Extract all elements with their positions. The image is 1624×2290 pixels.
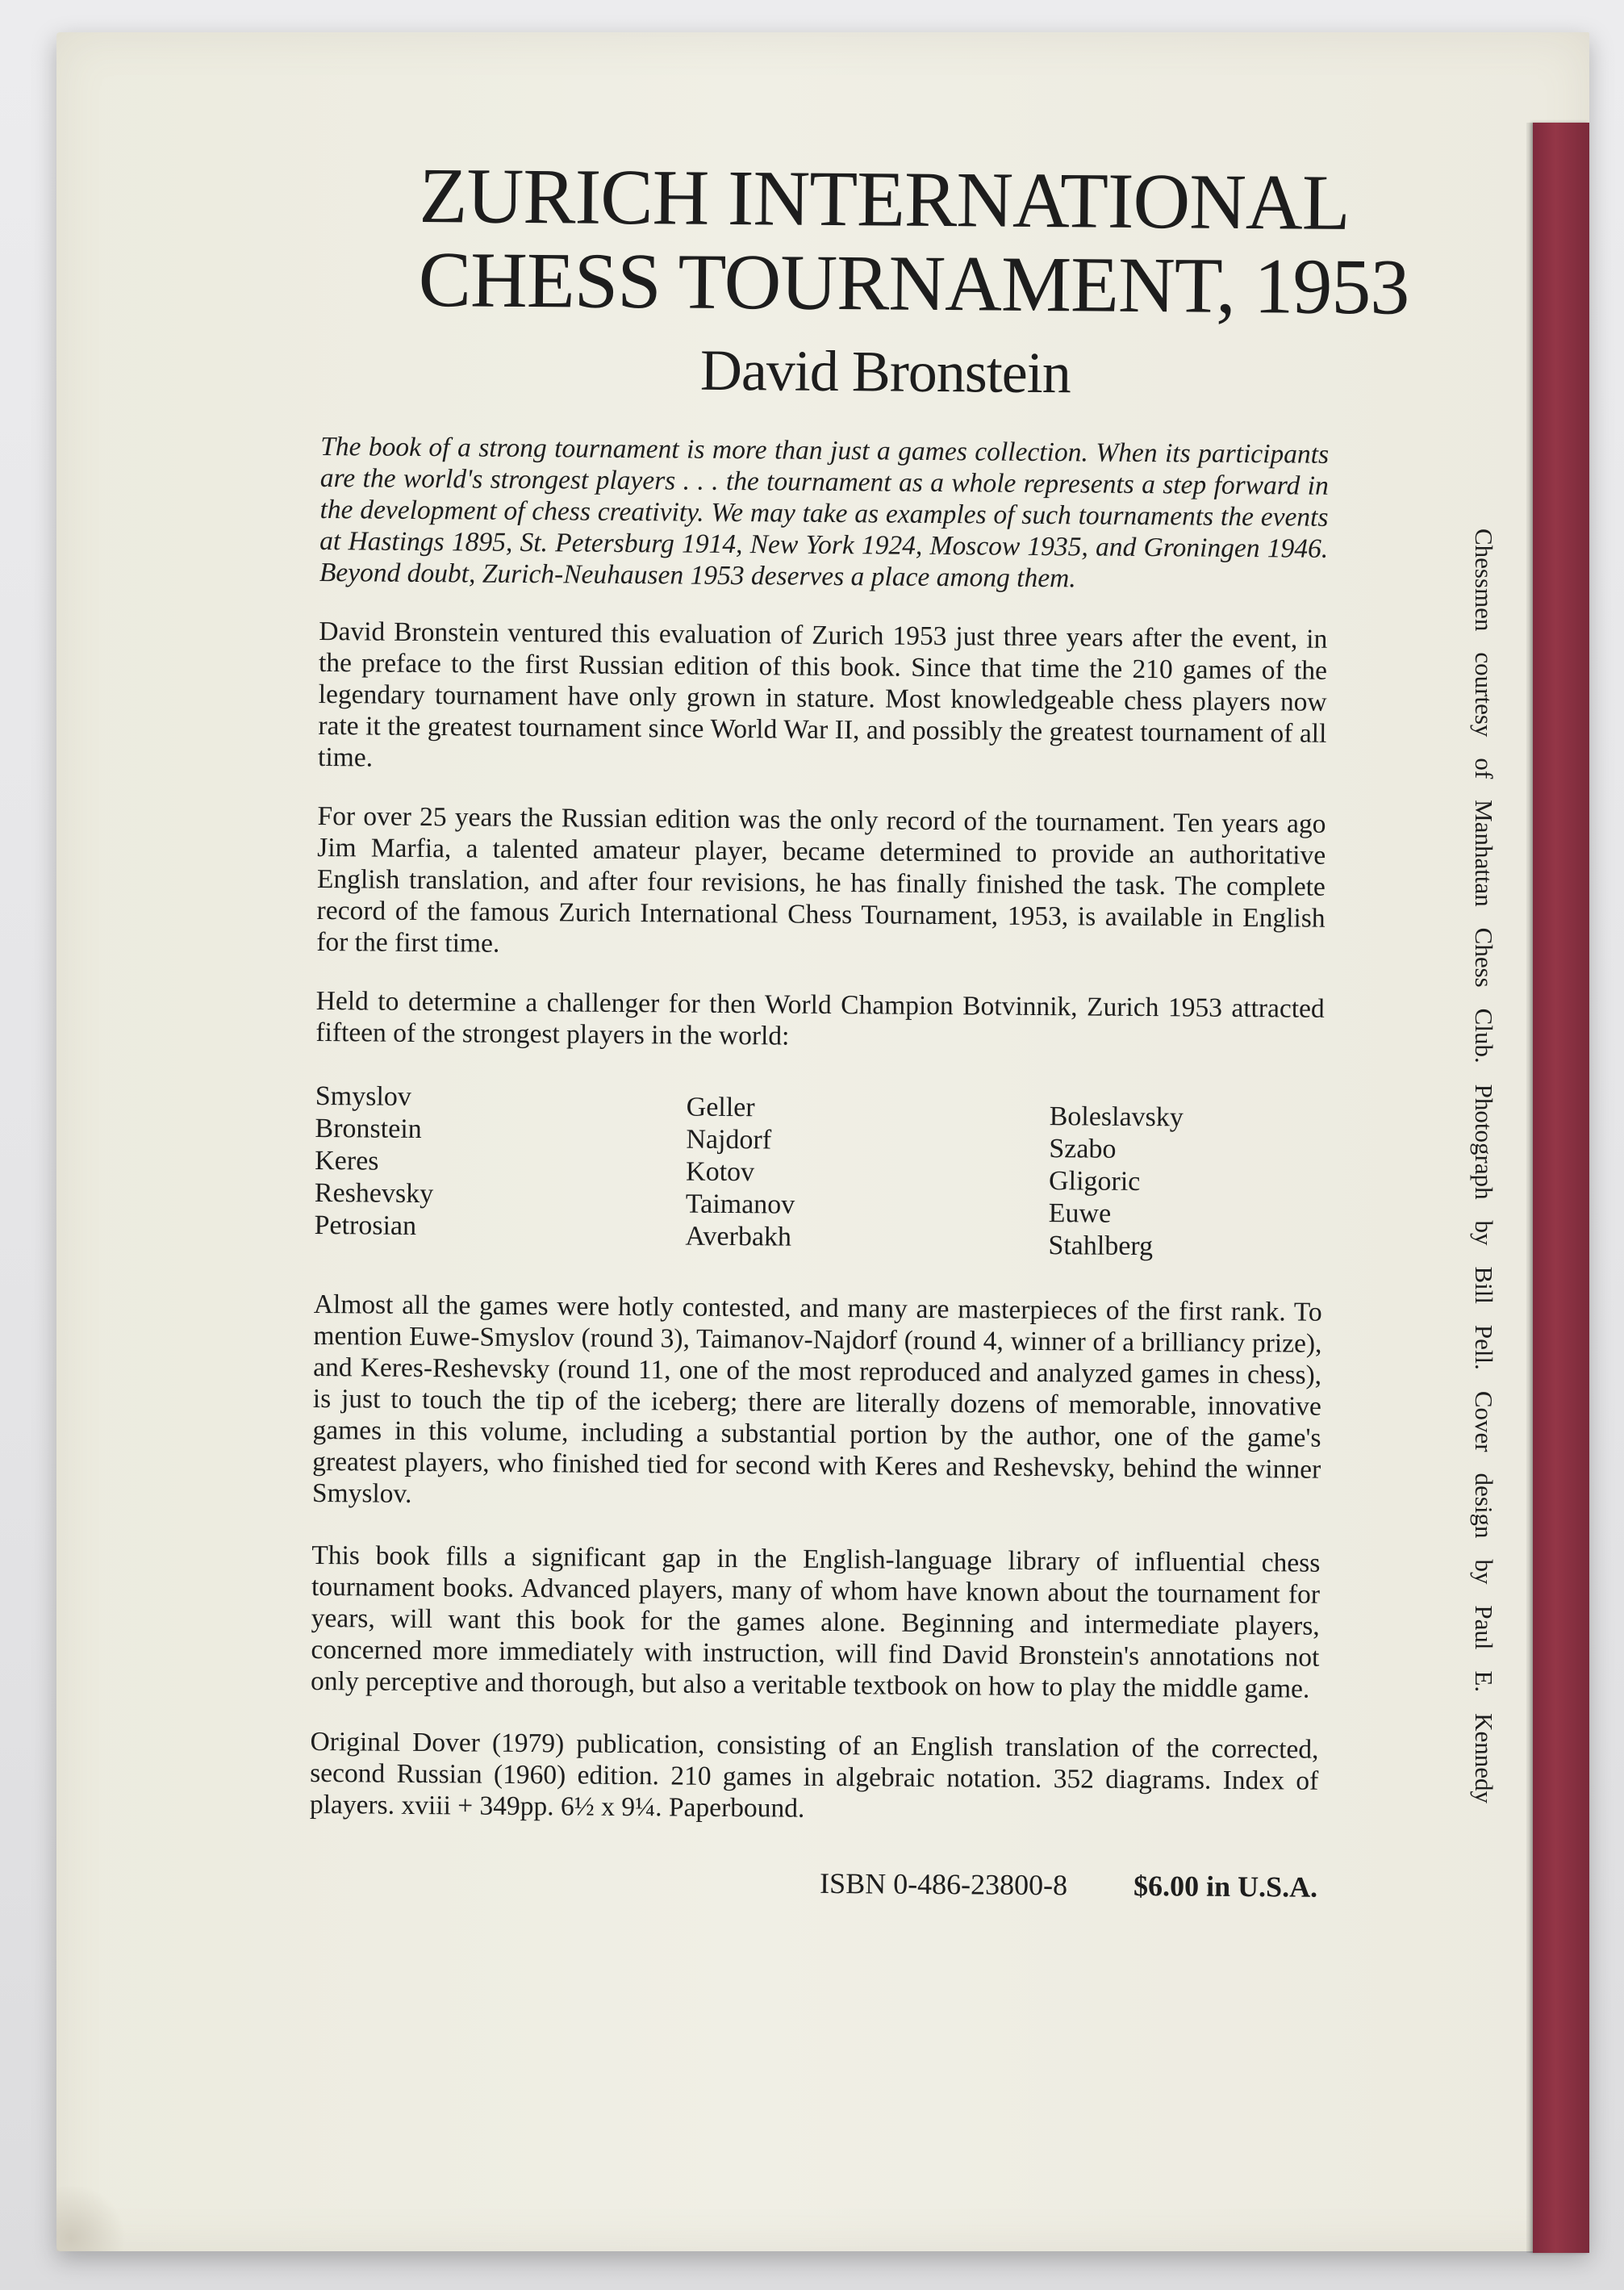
paragraph-dover: Original Dover (1979) publication, consisting of an English translation of the corrected, second Russian (1960) edition. 210 games in algebraic notation. 352 diagrams. Index of players. xviii + 349pp. 6½ x 9¼. Paperbound.: [309, 1726, 1319, 1824]
player-name: Reshevsky: [314, 1177, 434, 1210]
player-name: Keres: [315, 1145, 379, 1176]
isbn-number: ISBN 0-486-23800-8: [819, 1866, 1068, 1902]
price-label: $6.00 in U.S.A.: [1133, 1869, 1318, 1903]
player-name: Smyslov: [315, 1080, 412, 1112]
worn-corner: [56, 2187, 129, 2251]
players-column-1: [314, 1080, 687, 1260]
players-column-3: [1048, 1101, 1292, 1264]
cover-text-block: [309, 152, 1409, 1904]
players-column-2: [685, 1092, 1050, 1263]
publication-info: [309, 1862, 1317, 1904]
player-name: Boleslavsky: [1049, 1101, 1184, 1133]
player-name: Bronstein: [315, 1113, 422, 1145]
player-name: Geller: [686, 1092, 755, 1123]
paragraph-evaluation: David Bronstein ventured this evaluation of Zurich 1953 just three years after the event, in the preface to the first Russian edition of this book. Since that time the 210 games of the legendary tournament have only grown in stature. Most knowledgeable chess players now rate it the greatest tournament since World War II, and possibly the greatest tournament of all time.: [317, 616, 1328, 773]
book-title-line-2: CHESS TOURNAMENT, 1953: [418, 236, 1409, 332]
book-spine: [1533, 123, 1589, 2253]
player-name: Euwe: [1048, 1198, 1112, 1229]
player-name: Gligoric: [1048, 1166, 1141, 1197]
paragraph-contested: Almost all the games were hotly contested, and many are masterpieces of the first rank. To mention Euwe-Smyslov (round 3), Taimanov-Najdorf (round 4, winner of a brilliancy prize), and Keres-Reshevsky (round 11, one of the most reproduced and analyzed games in chess), is just to touch the tip of the iceberg; there are literally dozens of memorable, innovative games in this volume, including a substantial portion by the author, one of the game's greatest players, who finished tied for second with Keres and Reshevsky, behind the winner Smyslov.: [311, 1289, 1322, 1509]
book-back-cover: [56, 32, 1589, 2251]
book-title-line-1: ZURICH INTERNATIONAL: [419, 152, 1351, 247]
player-name: Petrosian: [314, 1210, 417, 1241]
player-name: Najdorf: [686, 1124, 772, 1155]
paragraph-held: Held to determine a challenger for then World Champion Botvinnik, Zurich 1953 attracted fifteen of the strongest players in the world:: [315, 985, 1325, 1051]
player-name: Stahlberg: [1048, 1231, 1154, 1262]
player-name: Averbakh: [685, 1221, 792, 1252]
player-name: Szabo: [1049, 1134, 1117, 1164]
paragraph-gap: This book fills a significant gap in the English-language library of influential chess tournament books. Advanced players, many of whom have known about the tournament for years, will want this book for the games alone. Beginning and intermediate players, concerned more immediately with instruction, will find David Bronstein's annotations not only perceptive and thorough, but also a veritable textbook on how to play the middle game.: [310, 1540, 1321, 1704]
intro-quote: The book of a strong tournament is more than just a games collection. When its participants are the world's strongest players . . . the tournament as a whole represents a step forward in the development of chess creativity. We may take as examples of such tournaments the events at Hastings 1895, St. Petersburg 1914, New York 1924, Moscow 1935, and Groningen 1946. Beyond doubt, Zurich-Neuhausen 1953 deserves a place among them.: [319, 431, 1330, 594]
cover-credits: Chessmen courtesy of Manhattan Chess Club. Photograph by Bill Pell. Cover design by Paul E. Kennedy: [1470, 529, 1498, 1803]
players-list: [314, 1080, 1324, 1264]
player-name: Taimanov: [685, 1189, 795, 1220]
player-name: Kotov: [685, 1156, 755, 1188]
spine-shadow: [1526, 123, 1533, 2253]
book-author: David Bronstein: [699, 337, 1071, 406]
paragraph-record: For over 25 years the Russian edition was the only record of the tournament. Ten years ago Jim Marfia, a talented amateur player, became determined to provide an authoritative English translation, and after four revisions, he has finally finished the task. The complete record of the famous Zurich International Chess Tournament, 1953, is available in English for the first time.: [316, 800, 1326, 959]
